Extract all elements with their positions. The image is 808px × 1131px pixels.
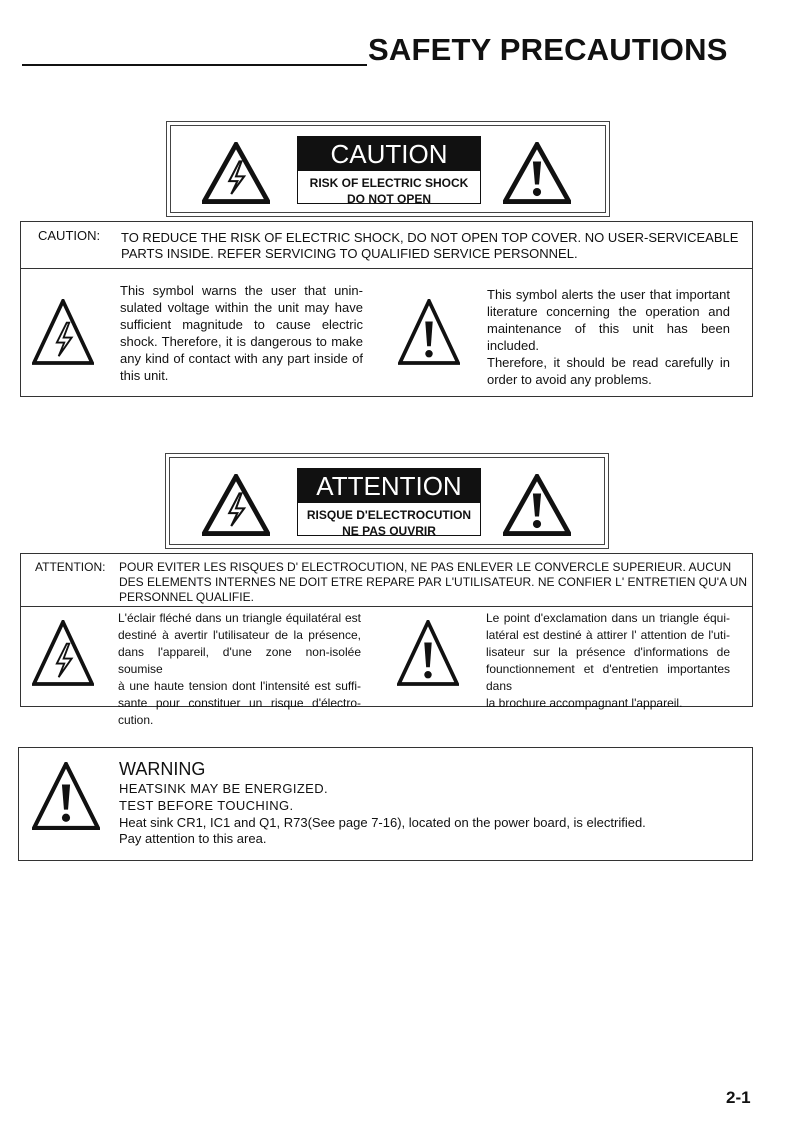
caution-lightning-description [120, 282, 363, 384]
caution-label: CAUTION: [38, 228, 101, 243]
warning-line-2: TEST BEFORE TOUCHING. [119, 798, 294, 813]
warning-title: WARNING [119, 759, 206, 779]
text-line: order to avoid any problems. [487, 372, 652, 387]
text-line: Le point d'exclamation dans un triangle équi- [486, 611, 730, 625]
attention-banner: ATTENTION [298, 469, 480, 503]
page-number: 2-1 [726, 1088, 751, 1107]
caution-do-not-open-text: DO NOT OPEN [346, 192, 431, 206]
exclamation-triangle-icon [503, 142, 571, 204]
text-line: latéral est destiné à attirer l' attention de l'uti- [486, 628, 730, 642]
exclamation-triangle-icon [503, 474, 571, 536]
page-title: SAFETY PRECAUTIONS [368, 32, 728, 67]
exclamation-triangle-icon [397, 620, 459, 686]
text-line: L'éclair fléché dans un triangle équilatéral est [118, 611, 361, 625]
warning-line-3: Heat sink CR1, IC1 and Q1, R73(See page 7-16), located on the power board, is electrified. [119, 815, 646, 830]
text-line: This symbol warns the user that unin- [120, 283, 363, 298]
text-line: lisateur sur la présence d'informations de [486, 645, 730, 659]
warning-block [18, 747, 753, 861]
text-line: included. [487, 338, 540, 353]
text-line: sufficient magnitude to cause electric [120, 317, 363, 332]
text-line: la brochure accompagnant l'appareil. [486, 696, 683, 710]
text-line: Therefore, it should be read carefully in [487, 355, 730, 370]
lightning-triangle-icon [202, 474, 270, 536]
text-line: founctionnement et d'entretien importantes dans [486, 662, 730, 693]
attention-text-line3: PERSONNEL QUALIFIE. [119, 590, 254, 604]
caution-text-line1: TO REDUCE THE RISK OF ELECTRIC SHOCK, DO NOT OPEN TOP COVER. NO USER-SERVICEABLE [121, 230, 739, 245]
attention-do-not-open-text: NE PAS OUVRIR [342, 524, 436, 538]
caution-banner: CAUTION [298, 137, 480, 171]
caution-text-line2: PARTS INSIDE. REFER SERVICING TO QUALIFIED SERVICE PERSONNEL. [121, 246, 578, 261]
attention-banner-frame [297, 468, 481, 536]
attention-exclamation-description [486, 610, 730, 712]
title-rule [22, 64, 367, 66]
caution-block [20, 221, 753, 397]
text-line: this unit. [120, 368, 169, 383]
lightning-triangle-icon [32, 620, 94, 686]
caution-banner-frame [297, 136, 481, 204]
text-line: à une haute tension dont l'intensité est suffi- [118, 679, 361, 693]
text-line: destiné à avertir l'utilisateur de la présence, [118, 628, 361, 642]
text-line: maintenance of this unit has been [487, 321, 730, 336]
warning-line-4: Pay attention to this area. [119, 831, 267, 846]
text-line: sante pour constituer un risque d'électro- [118, 696, 361, 710]
exclamation-triangle-icon [32, 762, 100, 830]
text-line: dans l'appareil, d'une zone non-isolée soumise [118, 645, 361, 676]
attention-text-line1: POUR EVITER LES RISQUES D' ELECTROCUTION, NE PAS ENLEVER LE CONVERCLE SUPERIEUR. AUCUN [119, 560, 732, 574]
attention-label: ATTENTION: [35, 560, 106, 574]
attention-label-box [165, 453, 609, 549]
attention-lightning-description [118, 610, 361, 729]
attention-text-line2: DES ELEMENTS INTERNES NE DOIT ETRE REPARE PAR L'UTILISATEUR. NE CONFIER L' ENTRETIEN QU'A UN [119, 575, 748, 589]
caution-divider [21, 268, 752, 269]
text-line: literature concerning the operation and [487, 304, 730, 319]
warning-line-1: HEATSINK MAY BE ENERGIZED. [119, 781, 329, 796]
attention-divider [21, 606, 752, 607]
caution-label-box [166, 121, 610, 217]
text-line: This symbol alerts the user that important [487, 287, 730, 302]
text-line: shock. Therefore, it is dangerous to make [120, 334, 363, 349]
attention-risk-text: RISQUE D'ELECTROCUTION [306, 508, 472, 522]
text-line: sulated voltage within the unit may have [120, 300, 363, 315]
lightning-triangle-icon [202, 142, 270, 204]
lightning-triangle-icon [32, 299, 94, 365]
caution-risk-text: RISK OF ELECTRIC SHOCK [309, 176, 469, 190]
text-line: any kind of contact with any part inside of [120, 351, 363, 366]
text-line: cution. [118, 713, 154, 727]
caution-exclamation-description [487, 286, 730, 388]
exclamation-triangle-icon [398, 299, 460, 365]
attention-block [20, 553, 753, 727]
